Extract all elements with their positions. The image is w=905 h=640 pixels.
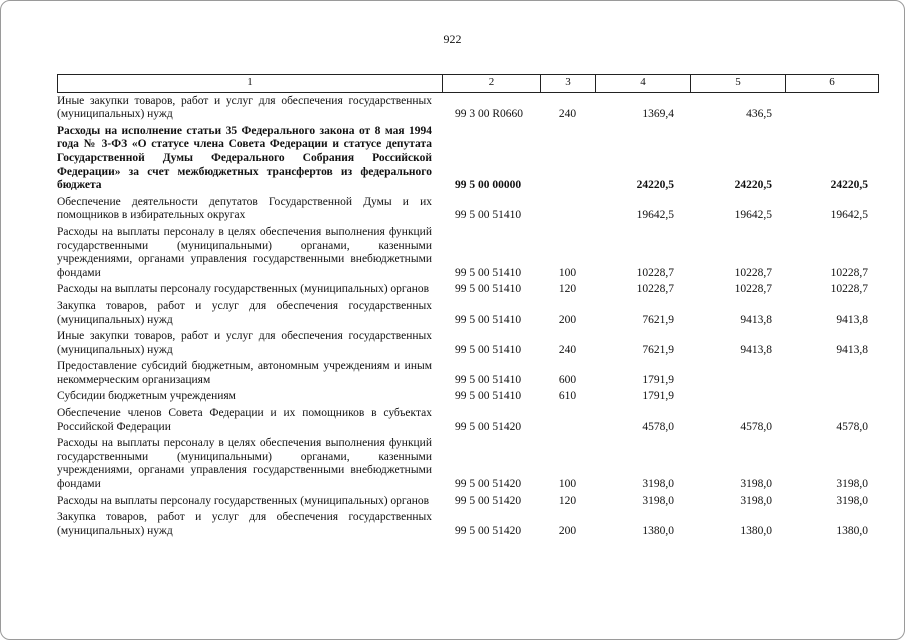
page-number: 922 [443, 32, 462, 46]
row-amount-col5: 9413,8 [740, 313, 772, 326]
row-amount-col6: 3198,0 [836, 478, 868, 491]
row-amount-col5: 19642,5 [734, 209, 772, 222]
table-row [57, 390, 879, 404]
row-amount-col5: 9413,8 [740, 343, 772, 356]
row-code: 99 5 00 51410 [455, 390, 522, 403]
column-header-4: 4 [595, 75, 690, 92]
column-header-1: 1 [57, 75, 442, 92]
table-row [57, 511, 879, 538]
row-description: Предоставление субсидий бюджетным, автономным учреждениям и иным некоммерческим организациям [57, 360, 432, 386]
table-header-row [57, 74, 879, 93]
row-expense-type-code: 100 [558, 266, 577, 279]
row-amount-col4: 7621,9 [642, 343, 674, 356]
row-amount-col5: 10228,7 [734, 266, 772, 279]
table-row [57, 330, 879, 357]
row-code: 99 5 00 51420 [455, 524, 522, 537]
row-expense-type-code: 610 [558, 390, 577, 403]
table-row [57, 300, 879, 327]
table-row [57, 283, 879, 297]
budget-table [57, 74, 879, 541]
row-code: 99 3 00 R0660 [455, 108, 524, 121]
row-code: 99 5 00 51420 [455, 420, 522, 433]
row-expense-type-code: 240 [558, 343, 577, 356]
table-row [57, 95, 879, 122]
table-row [57, 495, 879, 509]
row-amount-col5: 3198,0 [740, 478, 772, 491]
row-code: 99 5 00 51410 [455, 209, 522, 222]
row-expense-type-code: 120 [558, 494, 577, 507]
row-code: 99 5 00 51410 [455, 343, 522, 356]
row-amount-col4: 24220,5 [636, 179, 674, 192]
row-description: Субсидии бюджетным учреждениям [57, 390, 236, 403]
table-row [57, 196, 879, 223]
row-amount-col6: 24220,5 [830, 179, 868, 192]
table-row [57, 125, 879, 193]
row-description: Закупка товаров, работ и услуг для обеспечения государственных (муниципальных) нужд [57, 511, 432, 537]
row-description: Иные закупки товаров, работ и услуг для обеспечения государственных (муниципальных) нужд [57, 94, 432, 121]
row-amount-col4: 19642,5 [636, 209, 674, 222]
row-code: 99 5 00 51410 [455, 313, 522, 326]
row-amount-col5: 24220,5 [734, 179, 772, 192]
row-amount-col4: 1380,0 [642, 524, 674, 537]
row-amount-col4: 4578,0 [642, 420, 674, 433]
row-code: 99 5 00 51420 [455, 478, 522, 491]
column-header-2: 2 [442, 75, 540, 92]
row-amount-col4: 10228,7 [636, 266, 674, 279]
row-code: 99 5 00 00000 [455, 179, 522, 192]
row-amount-col5: 3198,0 [740, 494, 772, 507]
table-row [57, 226, 879, 280]
row-amount-col4: 3198,0 [642, 494, 674, 507]
column-header-3: 3 [540, 75, 595, 92]
row-amount-col4: 10228,7 [636, 283, 674, 296]
column-header-6: 6 [785, 75, 879, 92]
row-description: Расходы на выплаты персоналу в целях обеспечения выполнения функций государственными (муниципальными) органами, казенными учреждениями, органами управления государственными внебюджетными фондами [57, 225, 432, 279]
row-expense-type-code: 120 [558, 283, 577, 296]
row-description: Расходы на выплаты персоналу в целях обеспечения выполнения функций государственными (муниципальными) органами, казенными учреждениями, органами управления государственными внебюджетными фондами [57, 437, 432, 491]
row-code: 99 5 00 51410 [455, 373, 522, 386]
row-amount-col5: 10228,7 [734, 283, 772, 296]
row-description: Закупка товаров, работ и услуг для обеспечения государственных (муниципальных) нужд [57, 299, 432, 326]
row-description: Обеспечение деятельности депутатов Государственной Думы и их помощников в избирательных округах [57, 195, 432, 222]
row-amount-col6: 3198,0 [836, 494, 868, 507]
row-code: 99 5 00 51410 [455, 283, 522, 296]
row-expense-type-code: 600 [558, 373, 577, 386]
row-description: Расходы на выплаты персоналу государственных (муниципальных) органов [57, 283, 430, 296]
row-amount-col6: 19642,5 [830, 209, 868, 222]
row-amount-col4: 1791,9 [642, 373, 674, 386]
row-amount-col4: 1369,4 [642, 108, 674, 121]
row-description: Иные закупки товаров, работ и услуг для обеспечения государственных (муниципальных) нужд [57, 330, 432, 356]
row-amount-col6: 9413,8 [836, 343, 868, 356]
row-amount-col5: 4578,0 [740, 420, 772, 433]
row-amount-col4: 7621,9 [642, 313, 674, 326]
row-expense-type-code: 240 [558, 108, 577, 121]
row-code: 99 5 00 51420 [455, 494, 522, 507]
row-expense-type-code: 200 [558, 313, 577, 326]
row-amount-col5: 436,5 [746, 108, 772, 121]
row-amount-col6: 10228,7 [830, 266, 868, 279]
row-expense-type-code: 100 [558, 478, 577, 491]
row-amount-col6: 4578,0 [836, 420, 868, 433]
row-amount-col6: 9413,8 [836, 313, 868, 326]
row-amount-col4: 3198,0 [642, 478, 674, 491]
row-description: Расходы на выплаты персоналу государственных (муниципальных) органов [57, 494, 430, 507]
row-expense-type-code: 200 [558, 524, 577, 537]
column-header-5: 5 [690, 75, 785, 92]
row-description: Расходы на исполнение статьи 35 Федерального закона от 8 мая 1994 года № 3-ФЗ «О статусе члена Совета Федерации и статусе депутата Государственной Думы Федерального Собрания Российской Федерации» за счет межбюджетных трансфертов из федерального бюджета [57, 124, 432, 192]
row-description: Обеспечение членов Совета Федерации и их помощников в субъектах Российской Федерации [57, 407, 432, 433]
row-amount-col5: 1380,0 [740, 524, 772, 537]
table-body [57, 93, 879, 539]
table-row [57, 360, 879, 387]
row-code: 99 5 00 51410 [455, 266, 522, 279]
row-amount-col6: 10228,7 [830, 283, 868, 296]
table-row [57, 437, 879, 491]
table-row [57, 407, 879, 434]
row-amount-col4: 1791,9 [642, 390, 674, 403]
row-amount-col6: 1380,0 [836, 524, 868, 537]
